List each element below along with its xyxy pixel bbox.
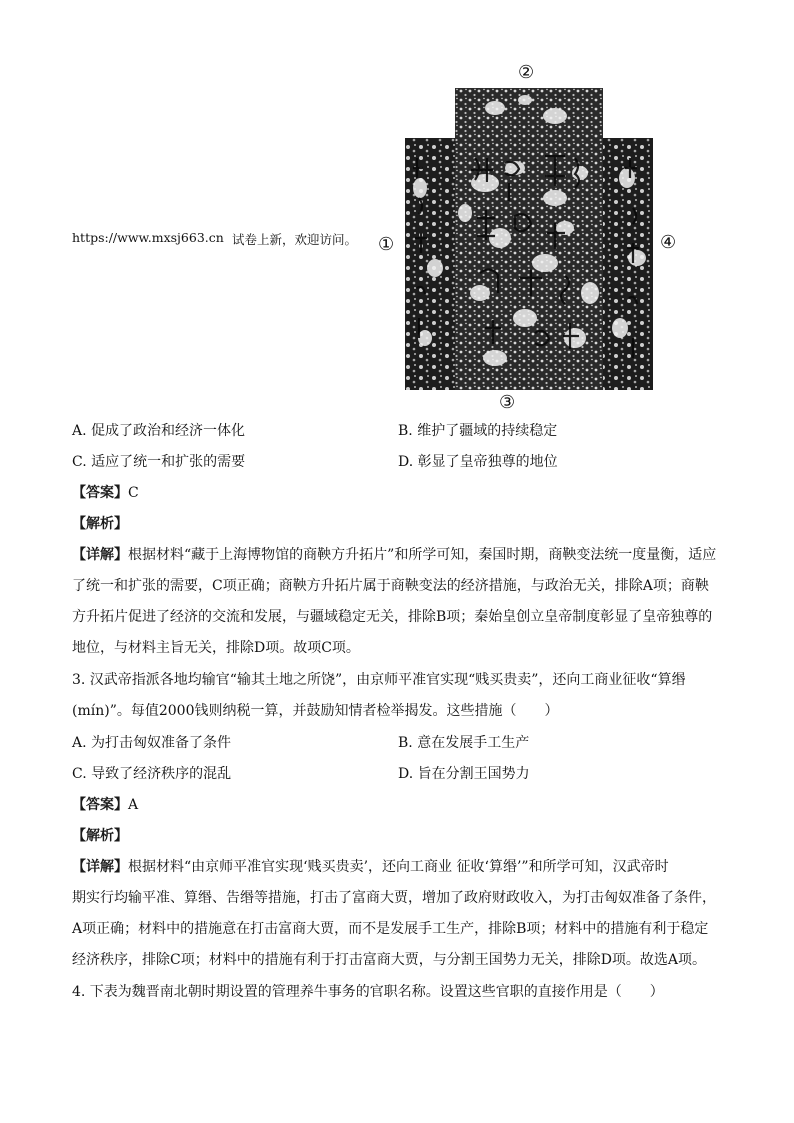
q3-detail-line-4: 经济秩序，排除C项；材料中的措施有利于打击富商大贾，与分割王国势力无关，排除D项。故选A项。 <box>72 952 707 968</box>
q2-option-a: A. 促成了政治和经济一体化 <box>72 423 246 439</box>
q3-detail-line-2: 期实行均输平准、算缗、告缗等措施，打击了富商大贾，增加了政府财政收入，为打击匈奴准备了条件， <box>72 890 716 906</box>
q2-analysis-label: 【解析】 <box>72 516 128 532</box>
q2-option-d: D. 彰显了皇帝独尊的地位 <box>398 454 558 470</box>
q3-option-c: C. 导致了经济秩序的混乱 <box>72 766 232 782</box>
q4-stem: 4. 下表为魏晋南北朝时期设置的管理养牛事务的官职名称。设置这些官职的直接作用是（ ） <box>72 984 664 1000</box>
q2-option-b: B. 维护了疆域的持续稳定 <box>398 423 558 439</box>
mark-2: ② <box>518 62 535 83</box>
mark-4: ④ <box>660 232 677 253</box>
q2-answer <box>72 483 139 503</box>
detail-text: 根据材料“由京师平准官实现‘贱买贵卖’，还向工商业 征收‘算缗’”和所学可知，汉武帝时 <box>128 859 669 875</box>
site-url[interactable]: https://www.mxsj663.cn <box>72 230 224 245</box>
q3-option-b: B. 意在发展手工生产 <box>398 735 530 751</box>
q2-detail-line-1 <box>72 545 716 565</box>
shang-yang-fangsheng-rubbing-image <box>405 88 653 390</box>
detail-label: 【详解】 <box>72 547 128 563</box>
answer-label: 【答案】 <box>72 485 128 501</box>
q2-option-c: C. 适应了统一和扩张的需要 <box>72 454 246 470</box>
q3-answer <box>72 795 138 815</box>
detail-text: 根据材料“藏于上海博物馆的商鞅方升拓片”和所学可知，秦国时期，商鞅变法统一度量衡，适应 <box>128 547 717 563</box>
q3-detail-line-1 <box>72 857 669 877</box>
q3-detail-line-3: A项正确；材料中的措施意在打击富商大贾，而不是发展手工生产，排除B项；材料中的措施有利于稳定 <box>72 921 709 937</box>
q3-option-a: A. 为打击匈奴准备了条件 <box>72 735 232 751</box>
site-tagline: 试卷上新，欢迎访问。 <box>232 232 358 247</box>
mark-3: ③ <box>499 392 516 413</box>
q2-detail-line-3: 方升拓片促进了经济的交流和发展，与疆域稳定无关，排除B项；秦始皇创立皇帝制度彰显了皇帝独尊的 <box>72 609 713 625</box>
detail-label: 【详解】 <box>72 859 128 875</box>
mark-1: ① <box>378 234 395 255</box>
q3-analysis-label: 【解析】 <box>72 828 128 844</box>
q2-detail-line-2: 了统一和扩张的需要，C项正确；商鞅方升拓片属于商鞅变法的经济措施，与政治无关，排除A项；商鞅 <box>72 578 709 594</box>
q2-detail-line-4: 地位，与材料主旨无关，排除D项。故项C项。 <box>72 640 360 656</box>
answer-label: 【答案】 <box>72 797 128 813</box>
answer-value: C <box>128 485 139 501</box>
answer-value: A <box>128 797 139 813</box>
q3-stem-line-1: 3. 汉武帝指派各地均输官“输其土地之所饶”，由京师平准官实现“贱买贵卖”，还向工商业征收“算缗 <box>72 672 686 688</box>
q3-option-d: D. 旨在分割王国势力 <box>398 766 530 782</box>
q3-stem-line-2: (mín)”。每值2000钱则纳税一算，并鼓励知情者检举揭发。这些措施（ ） <box>72 703 559 719</box>
